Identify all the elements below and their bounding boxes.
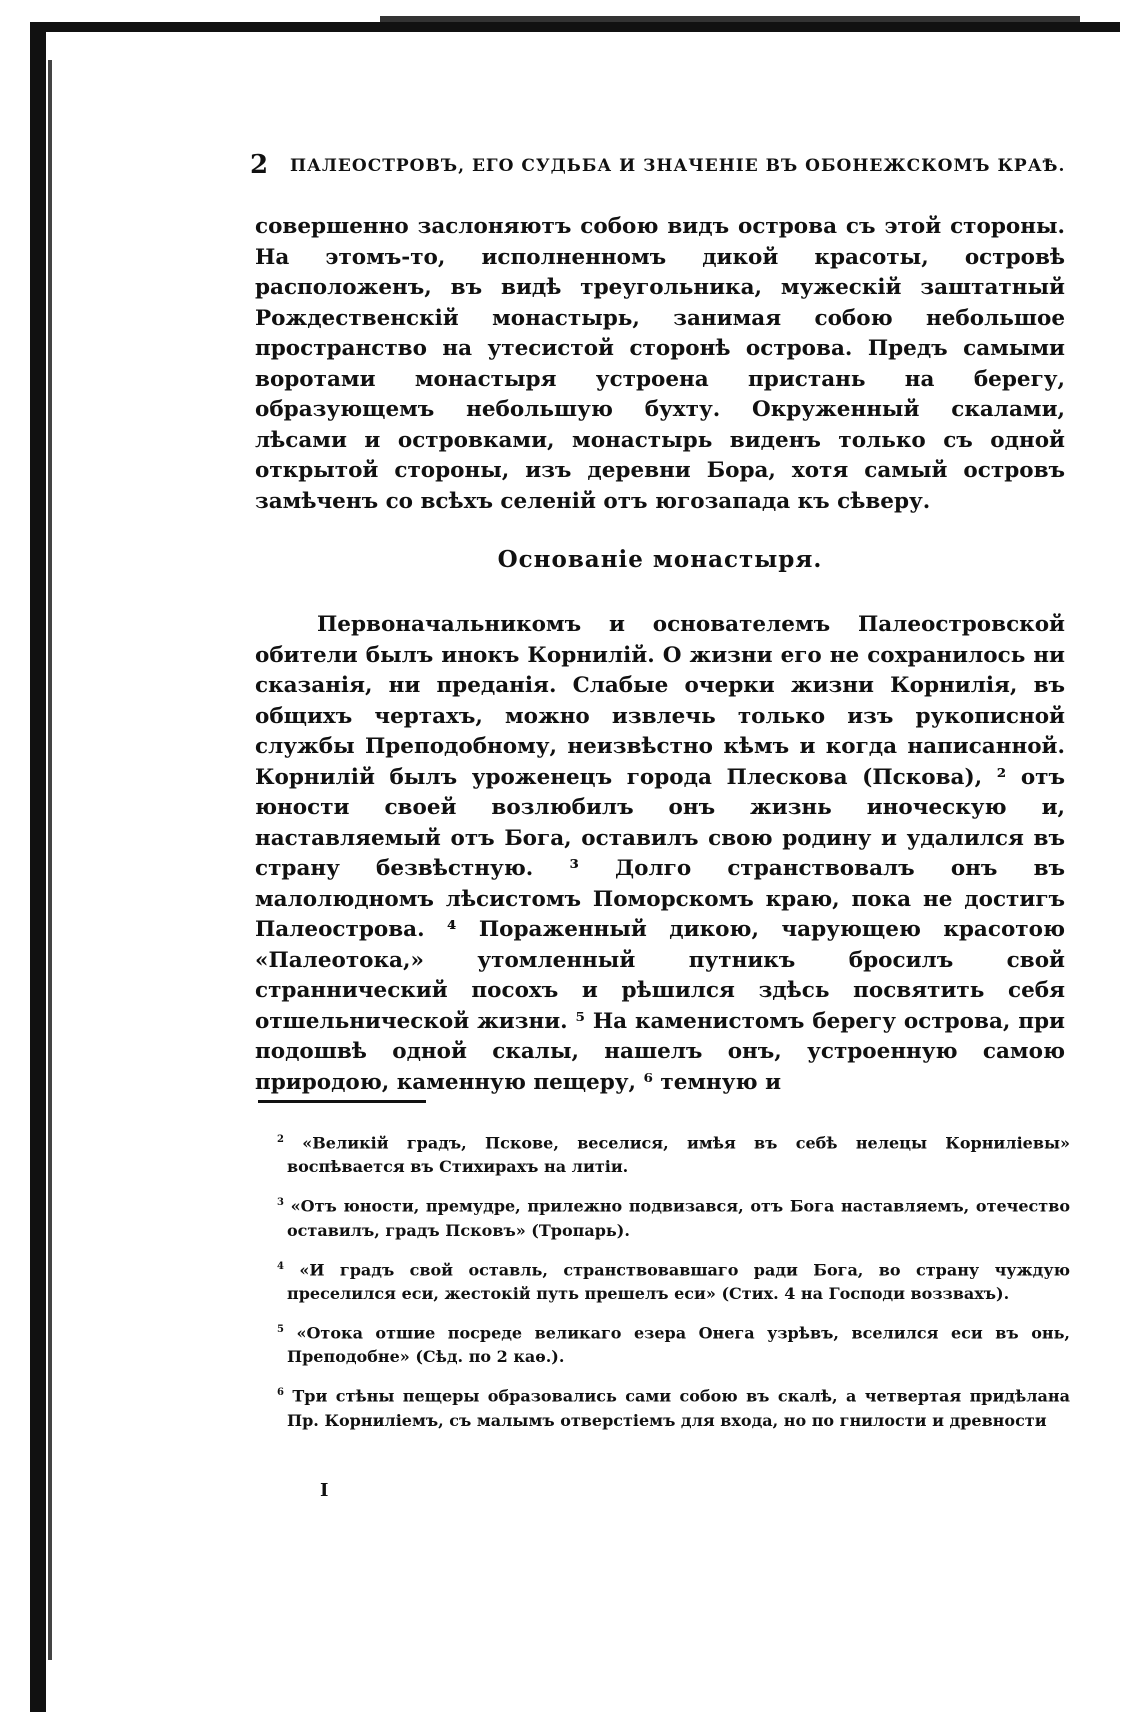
footnote-mark: 6 xyxy=(277,1387,284,1399)
footnote-4 xyxy=(255,1255,1070,1306)
footnote-text: Три стѣны пещеры образовались сами собою въ скалѣ, а четвертая придѣлана Пр. Корниліемъ, съ малымъ отверстіемъ для входа, но по гнилости и древности xyxy=(287,1386,1070,1430)
footnote-text: «Великій градъ, Псковe, веселися, имѣя въ себѣ нелецы Корниліевы» воспѣвается въ Стихирахъ на литіи. xyxy=(287,1133,1070,1177)
running-title: ПАЛЕОСТРОВЪ, ЕГО СУДЬБА И ЗНАЧЕНІЕ ВЪ ОБОНЕЖСКОМЪ КРАѢ. xyxy=(290,156,1066,176)
footnotes xyxy=(255,1128,1070,1445)
scan-edge-left-secondary xyxy=(48,60,52,1660)
footnote-mark: 2 xyxy=(277,1134,284,1145)
footnote-2 xyxy=(255,1128,1070,1179)
page-number: 2 xyxy=(250,150,269,180)
footnote-text: «Отока отшие посреде великаго езера Онега узрѣвъ, вселился еси въ онь, Преподобне» (Сѣд. по 2 каѳ.). xyxy=(287,1323,1071,1367)
footnote-rule xyxy=(258,1100,426,1103)
footnote-mark: 4 xyxy=(277,1260,284,1272)
footnote-5 xyxy=(255,1318,1070,1369)
paragraph-2: Первоначальникомъ и основателемъ Палеостровской обители былъ инокъ Корнилій. О жизни его не сохранилось ни сказанія, ни преданія. Слабые очерки жизни Корнилія, въ общихъ чертахъ, можно извлечь только изъ рукописной службы Преподобному, неизвѣстно кѣмъ и когда написанной. Корнилій былъ уроженецъ города Плескова (Пскова), ² отъ юности своей возлюбилъ онъ жизнь иноческую и, наставляемый отъ Бога, оставилъ свою родину и удалился въ страну безвѣстную. ³ Долго странствовалъ онъ въ малолюдномъ лѣсистомъ Поморскомъ краю, пока не достигъ Палеострова. ⁴ Пораженный дикою, чарующею красотою «Палеотока,» утомленный путникъ бросилъ свой страннический посохъ и рѣшился здѣсь посвятить себя отшельнической жизни. ⁵ На каменистомъ берегу острова, при подошвѣ одной скалы, нашелъ онъ, устроенную самою природою, каменную пещеру, ⁶ темную и xyxy=(255,612,1065,1095)
footnote-text: «Отъ юности, премудре, прилежно подвизався, отъ Бога наставляемъ, отечество оставилъ, градъ Псковъ» (Тропарь). xyxy=(287,1196,1070,1240)
paragraph-1: совершенно заслоняютъ собою видъ острова съ этой стороны. На этомъ-то, исполненномъ дикой красоты, островѣ расположенъ, въ видѣ треугольника, мужескій заштатный Рождественскій монастырь, занимая собою небольшое пространство на утесистой сторонѣ острова. Предъ самыми воротами монастыря устроена пристань на берегу, образующемъ небольшую бухту. Окруженный скалами, лѣсами и островками, монастырь виденъ только съ одной открытой стороны, изъ деревни Бора, хотя самый островъ замѣченъ со всѣхъ селеній отъ югозапада къ сѣверу. xyxy=(255,214,1065,514)
footnote-6 xyxy=(255,1381,1070,1432)
stray-mark: І xyxy=(320,1480,329,1501)
footnote-text: «И градъ свой оставль, странствовавшаго ради Бога, во страну чуждую преселился еси, жестокій путь прешелъ еси» (Стих. 4 на Господи воззвахъ). xyxy=(287,1259,1070,1303)
scan-edge-top xyxy=(30,22,1120,32)
footnote-mark: 3 xyxy=(277,1197,284,1209)
section-heading: Основаніе монастыря. xyxy=(497,546,823,573)
footnote-3 xyxy=(255,1191,1070,1242)
running-header xyxy=(250,150,1070,182)
footnote-mark: 5 xyxy=(277,1323,284,1335)
scan-edge-left xyxy=(30,22,46,1712)
